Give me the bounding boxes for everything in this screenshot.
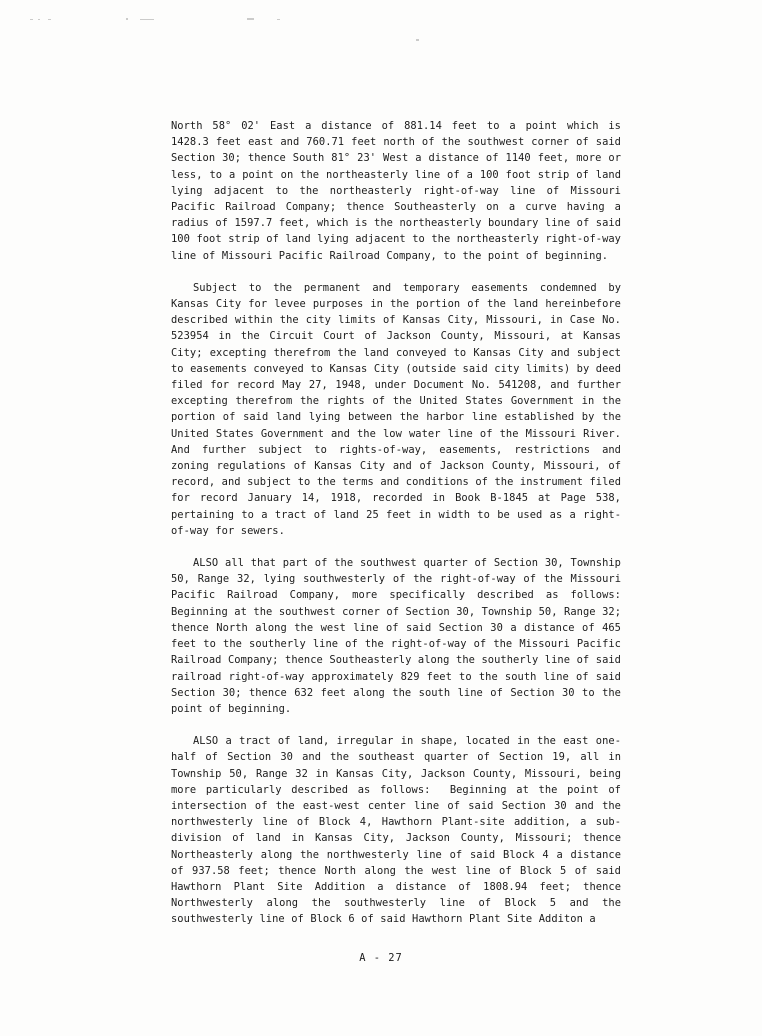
scan-artifacts (0, 0, 762, 60)
document-body (171, 118, 635, 928)
paragraph-1: North 58° 02' East a distance of 881.14 feet to a point which is 1428.3 feet east and 760.71 feet north of the southwest corner of said Section 30; thence South 81° 23' West a distance of 1140 feet, more or less, to a point on the northeasterly line of a 100 foot strip of land lying adjacent to the northeasterly right-of-way line of Missouri Pacific Railroad Company; thence Southeasterly on a curve having a radius of 1597.7 feet, which is the northeasterly boundary line of said 100 foot strip of land lying adjacent to the northeasterly right-of-way line of Missouri Pacific Railroad Company, to the point of beginning. (171, 120, 628, 262)
scan-speck (416, 39, 419, 41)
scan-speck (247, 18, 254, 20)
scan-speck (140, 19, 154, 20)
page-number: A - 27 (359, 952, 403, 964)
scan-speck (277, 19, 280, 20)
scan-speck (126, 18, 128, 20)
scan-speck (48, 19, 51, 20)
scan-speck (38, 19, 40, 20)
paragraph-3: ALSO all that part of the southwest quarter of Section 30, Township 50, Range 32, lying southwesterly of the right-of-way of the Missouri Pacific Railroad Company, more specifically described as follows: Beginning at the southwest corner of Section 30, Township 50, Range 32; thence North along the west line of said Section 30 a distance of 465 feet to the southerly line of the right-of-way of the Missouri Pacific Railroad Company; thence Southeasterly along the southerly line of said railroad right-of-way approximately 829 feet to the south line of said Section 30; thence 632 feet along the south line of Section 30 to the point of beginning. (171, 557, 635, 715)
scan-speck (30, 19, 33, 20)
paragraph-4: ALSO a tract of land, irregular in shape, located in the east one-half of Section 30 and the southeast quarter of Section 19, all in Township 50, Range 32 in Kansas City, Jackson County, Missouri, being more particularly described as follows: Beginning at the point of intersection of the east-west center line of said Section 30 and the northwesterly line of Block 4, Hawthorn Plant-site addition, a sub-division of land in Kansas City, Jackson County, Missouri; thence Northeasterly along the northwesterly line of said Block 4 a distance of 937.58 feet; thence North along the west line of Block 5 of said Hawthorn Plant Site Addition a distance of 1808.94 feet; thence Northwesterly along the southwesterly line of Block 5 and the southwesterly line of Block 6 of said Hawthorn Plant Site Additon a (171, 735, 628, 926)
paragraph-2: Subject to the permanent and temporary easements condemned by Kansas City for levee purposes in the portion of the land hereinbefore described within the city limits of Kansas City, Missouri, in Case No. 523954 in the Circuit Court of Jackson County, Missouri, at Kansas City; excepting therefrom the land conveyed to Kansas City and subject to easements conveyed to Kansas City (outside said city limits) by deed filed for record May 27, 1948, under Document No. 541208, and further excepting therefrom the rights of the United States Government in the portion of said land lying between the harbor line established by the United States Government and the low water line of the Missouri River. And further subject to rights-of-way, easements, restrictions and zoning regulations of Kansas City and of Jackson County, Missouri, of record, and subject to the terms and conditions of the instrument filed for record January 14, 1918, recorded in Book B-1845 at Page 538, pertaining to a tract of land 25 feet in width to be used as a right-of-way for sewers. (171, 281, 635, 537)
